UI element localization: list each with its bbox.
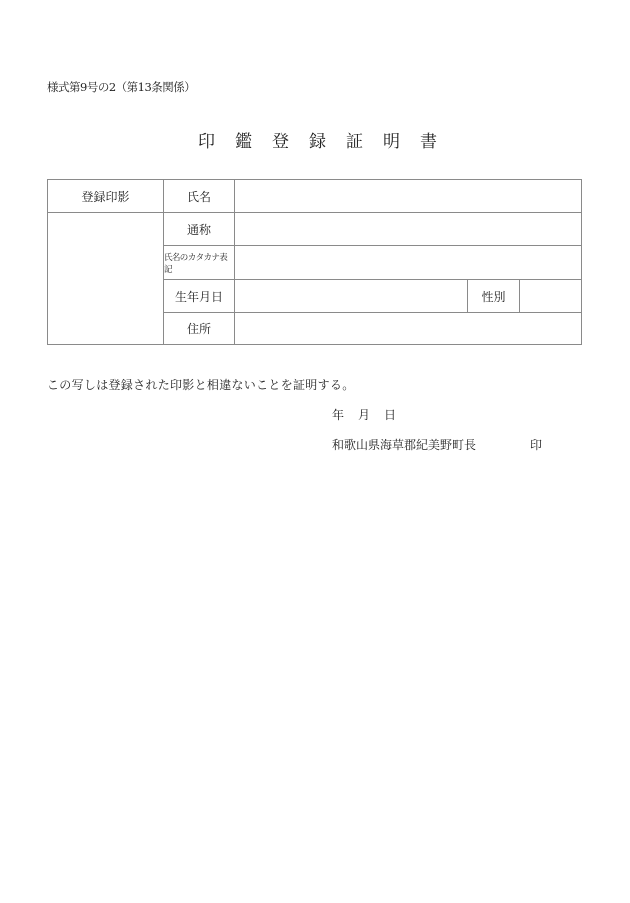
title-char: 録 (309, 132, 326, 152)
alias-label: 通称 (186, 222, 211, 237)
certification-statement: この写しは登録された印影と相違ないことを証明する。 (47, 378, 355, 392)
birthdate-value (235, 280, 467, 312)
date-day: 日 (384, 408, 397, 422)
title-char: 鑑 (235, 132, 252, 152)
document-title (197, 127, 438, 152)
seal-mark: 印 (530, 438, 543, 452)
registered-seal-area (48, 213, 163, 344)
title-char: 登 (272, 132, 289, 152)
title-char: 書 (420, 132, 437, 152)
gender-label: 性別 (481, 289, 506, 304)
katakana-name-value (235, 246, 581, 279)
gender-value (520, 280, 581, 312)
certificate-table (47, 179, 582, 345)
form-reference: 様式第9号の2（第13条関係） (47, 80, 196, 94)
name-label: 氏名 (186, 189, 211, 204)
title-char: 証 (346, 132, 363, 152)
katakana-name-label: 氏名のカタカナ表記 (164, 252, 228, 275)
date-month: 月 (358, 408, 371, 422)
title-char: 明 (383, 132, 400, 152)
name-value (235, 180, 581, 212)
date-year: 年 (332, 408, 345, 422)
address-label: 住所 (186, 322, 211, 336)
issuer-name: 和歌山県海草郡紀美野町長 (332, 438, 477, 452)
date-line (332, 406, 396, 423)
address-value (235, 313, 581, 344)
birthdate-label: 生年月日 (174, 289, 223, 304)
alias-value (235, 213, 581, 245)
title-char: 印 (198, 132, 215, 152)
registered-seal-label: 登録印影 (81, 189, 130, 204)
